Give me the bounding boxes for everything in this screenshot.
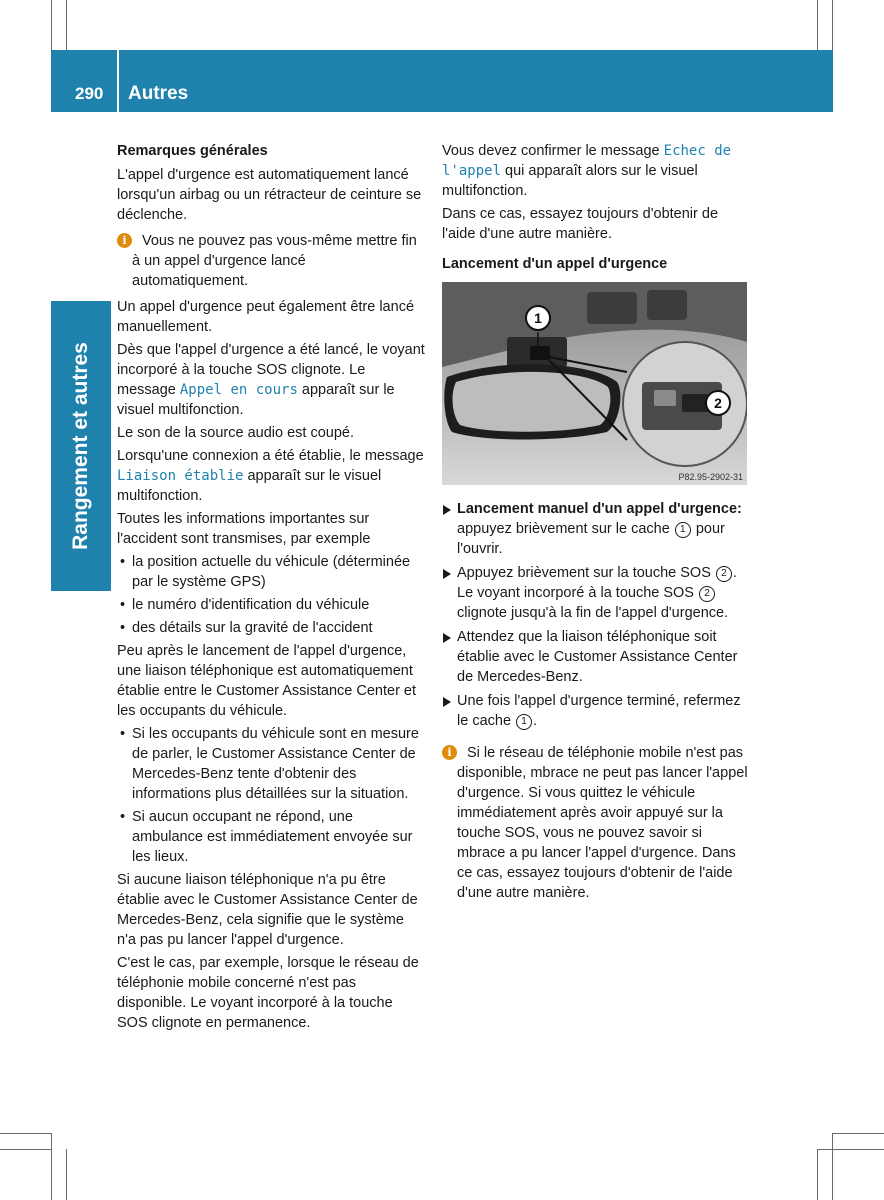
text-run: Vous devez confirmer le message	[442, 143, 664, 159]
paragraph	[117, 340, 425, 420]
display-message: Liaison établie	[117, 468, 244, 484]
left-column	[117, 141, 425, 1036]
text-run: . Le voyant incorporé à la touche SOS	[457, 565, 737, 601]
text-run: clignote jusqu'à la fin de l'appel d'urgence.	[457, 605, 729, 621]
paragraph: Dans ce cas, essayez toujours d'obtenir de l'aide d'une autre manière.	[442, 206, 719, 242]
step-title: Lancement manuel d'un appel d'urgence:	[457, 501, 742, 517]
paragraph: Peu après le lancement de l'appel d'urgence, une liaison téléphonique est automatiquement établie entre le Customer Assistance Center et les occupants du véhicule.	[117, 643, 417, 719]
instruction-step	[442, 499, 750, 559]
heading-general-remarks: Remarques générales	[117, 143, 268, 159]
crop-mark	[0, 1149, 51, 1150]
bullet-list	[117, 724, 425, 867]
bullet-list	[117, 552, 425, 638]
text-run: appuyez brièvement sur le cache	[457, 521, 674, 537]
instruction-step	[442, 563, 750, 623]
mirror-sos-figure	[442, 282, 747, 485]
paragraph: Toutes les informations importantes sur l'accident sont transmises, par exemple	[117, 511, 371, 547]
display-message: Appel en cours	[179, 382, 298, 398]
paragraph: Si aucune liaison téléphonique n'a pu être établie avec le Customer Assistance Center de Mercedes-Benz, cela signifie que le système n'a pas pu lancer l'appel d'urgence.	[117, 872, 418, 948]
crop-mark	[817, 0, 818, 50]
display-message: Echec de l'appel	[442, 143, 732, 179]
text-run: Dès que l'appel d'urgence a été lancé, le voyant incorporé à la touche SOS clignote. Le message	[117, 342, 425, 398]
crop-mark	[51, 1133, 52, 1200]
figure-code: P82.95-2902-31	[678, 472, 743, 482]
text-run: qui apparaît alors sur le visuel multifonction.	[442, 163, 698, 199]
list-item: • Si les occupants du véhicule sont en mesure de parler, le Customer Assistance Center de Mercedes-Benz tente d'obtenir des informations plus détaillées sur la situation.	[117, 724, 425, 804]
paragraph: C'est le cas, par exemple, lorsque le réseau de téléphonie mobile concerné n'est pas disponible. Le voyant incorporé à la touche SOS clignote en permanence.	[117, 955, 419, 1031]
callout-2: 2	[714, 395, 722, 411]
text-run: apparaît sur le visuel multifonction.	[117, 468, 382, 504]
circled-number-icon: 2	[716, 566, 732, 582]
circled-number-icon: 2	[699, 586, 715, 602]
arrow-right-icon	[443, 569, 451, 579]
crop-mark	[66, 1149, 67, 1200]
instruction-step	[442, 691, 750, 731]
info-note-text: Si le réseau de téléphonie mobile n'est pas disponible, mbrace ne peut pas lancer l'appel d'urgence. Si vous quittez le véhicule immédiatement après avoir appuyé sur la touche SOS, vous ne pouvez savoir si mbrace a pu lancer l'appel d'urgence. Dans ce cas, essayez toujours d'obtenir de l'aide d'une autre manière.	[457, 745, 748, 901]
callout-1: 1	[534, 310, 542, 326]
text-run: apparaît sur le visuel multifonction.	[117, 382, 395, 418]
info-icon: i	[442, 745, 457, 760]
crop-mark	[818, 1149, 884, 1150]
page-header	[51, 50, 833, 112]
header-divider	[117, 50, 119, 112]
text-run: Appuyez brièvement sur la touche SOS	[457, 565, 715, 581]
heading-emergency-call: Lancement d'un appel d'urgence	[442, 256, 668, 272]
text-run: Lorsqu'une connexion a été établie, le message	[117, 448, 424, 464]
text-run: .	[533, 713, 538, 729]
list-item: • Si aucun occupant ne répond, une ambulance est immédiatement envoyée sur les lieux.	[117, 807, 425, 867]
text-run: Attendez que la liaison téléphonique soit établie avec le Customer Assistance Center de Mercedes-Benz.	[457, 629, 738, 685]
list-item: • des détails sur la gravité de l'accident	[117, 618, 425, 638]
crop-mark	[832, 0, 833, 50]
list-item: • le numéro d'identification du véhicule	[117, 595, 425, 615]
right-column	[442, 141, 750, 907]
info-note	[117, 231, 425, 291]
section-title: Autres	[128, 83, 189, 104]
circled-number-icon: 1	[675, 522, 691, 538]
info-icon: i	[117, 233, 132, 248]
paragraph: L'appel d'urgence est automatiquement lancé lorsqu'un airbag ou un rétracteur de ceinture se déclenche.	[117, 167, 422, 223]
paragraph: Un appel d'urgence peut également être lancé manuellement.	[117, 299, 415, 335]
overhead-console-illustration	[442, 282, 747, 485]
page-number: 290	[75, 84, 104, 103]
info-note	[442, 743, 750, 903]
list-item: • la position actuelle du véhicule (déterminée par le système GPS)	[117, 552, 425, 592]
crop-mark	[833, 1133, 884, 1134]
paragraph	[117, 446, 425, 506]
crop-mark	[0, 1133, 51, 1134]
text-run: Une fois l'appel d'urgence terminé, refermez le cache	[457, 693, 741, 729]
text-run: pour l'ouvrir.	[457, 521, 725, 557]
chapter-tab-label: Rangement et autres	[69, 342, 92, 550]
crop-mark	[66, 0, 67, 50]
crop-mark	[817, 1149, 818, 1200]
chapter-tab	[51, 301, 111, 591]
info-note-text: Vous ne pouvez pas vous-même mettre fin à un appel d'urgence lancé automatiquement.	[132, 233, 417, 289]
instruction-step	[442, 627, 750, 687]
circled-number-icon: 1	[516, 714, 532, 730]
arrow-right-icon	[443, 505, 451, 515]
paragraph: Le son de la source audio est coupé.	[117, 425, 354, 441]
crop-mark	[51, 0, 52, 50]
crop-mark	[832, 1133, 833, 1200]
arrow-right-icon	[443, 697, 451, 707]
arrow-right-icon	[443, 633, 451, 643]
paragraph	[442, 141, 750, 201]
